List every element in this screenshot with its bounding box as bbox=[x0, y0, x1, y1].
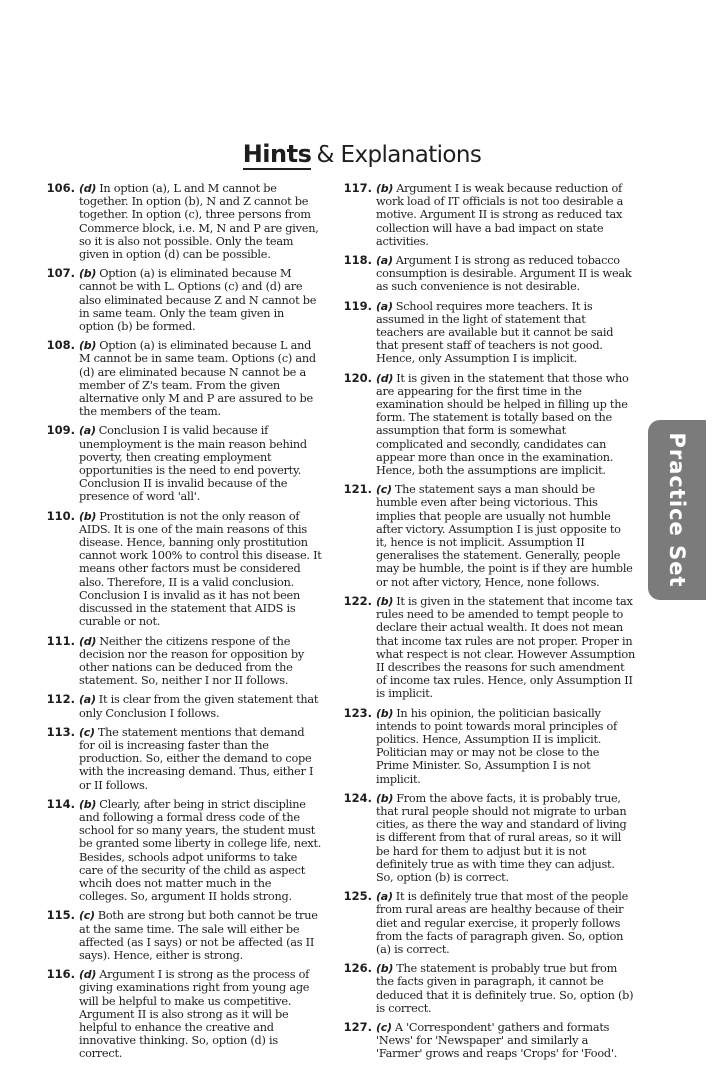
explanation-body bbox=[79, 798, 322, 904]
question-number: 126. bbox=[343, 961, 372, 976]
question-number: 115. bbox=[46, 908, 75, 923]
question-number: 110. bbox=[46, 508, 75, 523]
answer-option: (b) bbox=[376, 962, 394, 976]
explanation-body bbox=[376, 182, 635, 248]
answer-entry bbox=[340, 182, 635, 248]
explanation-body bbox=[79, 182, 322, 261]
question-number: 118. bbox=[343, 253, 372, 268]
explanation-text: Prostitution is not the only reason of AIDS. It is one of the main reasons of this disease. Hence, banning only prostitution cannot work 100% to control this disease. It means other factors must be considered also. Therefore, II is a valid conclusion. Conclusion I is invalid as it has not been discussed in the statement that AIDS is curable or not. bbox=[79, 509, 322, 629]
question-number: 120. bbox=[343, 370, 372, 385]
answer-entry bbox=[340, 254, 635, 294]
answer-option: (d) bbox=[376, 371, 394, 385]
explanation-text: It is definitely true that most of the people from rural areas are healthy because of their diet and regular exercise, it properly follows from the facts of paragraph given. So, option (a) is correct. bbox=[376, 890, 629, 956]
right-column bbox=[340, 182, 635, 1067]
answer-entry bbox=[43, 635, 322, 688]
answer-option: (c) bbox=[79, 725, 95, 739]
answer-option: (c) bbox=[376, 483, 392, 497]
explanation-body bbox=[376, 372, 635, 478]
answer-entry bbox=[340, 962, 635, 1015]
answer-option: (d) bbox=[79, 634, 97, 648]
explanation-body bbox=[376, 962, 635, 1015]
answer-entry bbox=[43, 510, 322, 629]
heading-hints: Hints bbox=[242, 140, 312, 168]
answer-option: (b) bbox=[376, 706, 394, 720]
question-number: 116. bbox=[46, 967, 75, 982]
explanation-text: The statement is probably true but from the facts given in paragraph, it cannot be deduced that it is definitely true. So, option (b) is correct. bbox=[376, 962, 634, 1015]
explanation-body bbox=[376, 595, 635, 701]
explanation-text: The statement says a man should be humble even after being victorious. This implies that people are usually not humble after victory. Assumption I is just opposite to it, hence is not implicit. Assumption II generalises the statement. Generally, people may be humble, the point is if they are humble or not after victory, Hence, none follows. bbox=[376, 483, 633, 589]
question-number: 112. bbox=[46, 692, 75, 707]
explanation-text: Argument I is strong as reduced tobacco consumption is desirable. Argument II is weak as such convenience is not desirable. bbox=[376, 254, 632, 294]
explanation-body bbox=[376, 300, 635, 366]
explanation-body bbox=[376, 254, 635, 294]
answer-option: (a) bbox=[376, 254, 393, 268]
question-number: 125. bbox=[343, 889, 372, 904]
explanation-body bbox=[376, 707, 635, 786]
answer-option: (c) bbox=[376, 1020, 392, 1034]
answer-entry bbox=[43, 726, 322, 792]
answer-option: (b) bbox=[376, 791, 394, 805]
explanation-body bbox=[79, 909, 322, 962]
explanation-text: It is clear from the given statement that only Conclusion I follows. bbox=[79, 693, 319, 720]
explanation-text: Clearly, after being in strict discipline and following a formal dress code of the school for so many years, the student must be granted some liberty in college life, next. Besides, schools adpot uniforms to take care of the security of the child as aspect whcih does not matter much in the colleges. So, argument II holds strong. bbox=[79, 797, 322, 904]
question-number: 109. bbox=[46, 423, 75, 438]
answer-entry bbox=[43, 267, 322, 333]
answer-option: (d) bbox=[79, 968, 97, 982]
question-number: 117. bbox=[343, 181, 372, 195]
question-number: 119. bbox=[343, 298, 372, 313]
heading-explanations: & Explanations bbox=[316, 142, 482, 168]
question-number: 127. bbox=[343, 1019, 372, 1034]
question-number: 108. bbox=[46, 338, 75, 353]
question-number: 121. bbox=[343, 482, 372, 497]
question-number: 111. bbox=[46, 633, 75, 648]
explanation-text: It is given in the statement that those who are appearing for the first time in the examination should be helped in filling up the form. The statement is totally based on the assumption that form is somewhat complicated and secondly, candidates can appear more than once in the examination. Hence, both the assumptions are implicit. bbox=[376, 371, 629, 478]
explanation-text: The statement mentions that demand for oil is increasing faster than the production. So, either the demand to cope with the increasing demand. Thus, either I or II follows. bbox=[79, 725, 314, 792]
explanation-text: From the above facts, it is probably true, that rural people should not migrate to urban cities, as there the way and standard of living is different from that of rural areas, so it will be hard for them to adjust but it is not definitely true as with time they can adjust. So, option (b) is correct. bbox=[376, 791, 627, 884]
explanation-text: Conclusion I is valid because if unemployment is the main reason behind poverty, then creating employment opportunities is the need to end poverty. Conclusion II is invalid because of the presence of word 'all'. bbox=[79, 424, 307, 504]
practice-set-tab bbox=[648, 420, 706, 600]
answer-option: (a) bbox=[79, 424, 96, 438]
question-number: 114. bbox=[46, 796, 75, 811]
explanation-body bbox=[79, 968, 322, 1060]
question-number: 113. bbox=[46, 724, 75, 739]
answer-option: (b) bbox=[376, 594, 394, 608]
explanation-body bbox=[79, 510, 322, 629]
answer-entry bbox=[340, 890, 635, 956]
question-number: 106. bbox=[46, 181, 75, 195]
explanation-body bbox=[79, 424, 322, 503]
answer-option: (a) bbox=[376, 890, 393, 904]
answer-entry bbox=[340, 300, 635, 366]
explanation-text: School requires more teachers. It is assumed in the light of statement that teachers are available but it cannot be said that present staff of teachers is not good. Hence, only Assumption I is implicit. bbox=[376, 299, 614, 366]
answer-option: (b) bbox=[79, 339, 97, 353]
question-number: 123. bbox=[343, 705, 372, 720]
answer-option: (b) bbox=[79, 267, 97, 281]
explanation-text: In option (a), L and M cannot be together. In option (b), N and Z cannot be together. In option (c), three persons from Commerce block, i.e. M, N and P are given, so it is also not possible. Only the team given in option (d) can be possible. bbox=[79, 182, 319, 262]
answer-entry bbox=[43, 798, 322, 904]
explanation-body bbox=[79, 339, 322, 418]
answer-entry bbox=[43, 339, 322, 418]
explanation-text: It is given in the statement that income tax rules need to be amended to tempt people to declare their actual wealth. It does not mean that income tax rules are not proper. Proper in what respect is not clear. However Assumption II describes the reasons for such amendment of income tax rules. Hence, only Assumption II is implicit. bbox=[376, 594, 635, 701]
explanation-body bbox=[79, 693, 322, 719]
answer-option: (a) bbox=[376, 299, 393, 313]
answer-entry bbox=[340, 372, 635, 478]
answer-entry bbox=[43, 424, 322, 503]
answer-entry bbox=[340, 595, 635, 701]
explanation-text: Argument I is weak because reduction of work load of IT officials is not too desirable a motive. Argument II is strong as reduced tax collection will have a bad impact on state activities. bbox=[376, 182, 624, 248]
answer-option: (d) bbox=[79, 182, 97, 195]
explanation-body bbox=[79, 726, 322, 792]
explanation-text: Argument I is strong as the process of giving examinations right from young age will be helpful to make us competitive. Argument II is also strong as it will be helpful to enhance the creative and innovative thinking. So, option (d) is correct. bbox=[79, 968, 310, 1061]
explanation-text: Option (a) is eliminated because L and M cannot be in same team. Options (c) and (d) are eliminated because N cannot be a member of Z's team. From the given alternative only M and P are assured to be the members of the team. bbox=[79, 339, 316, 419]
question-number: 124. bbox=[343, 790, 372, 805]
practice-set-label: Practice Set bbox=[665, 432, 689, 588]
explanation-text: A 'Correspondent' gathers and formats 'News' for 'Newspaper' and similarly a 'Farmer' grows and reaps 'Crops' for 'Food'. bbox=[376, 1020, 618, 1061]
answer-entry bbox=[43, 968, 322, 1060]
page-heading bbox=[0, 140, 724, 168]
answer-option: (b) bbox=[376, 182, 394, 195]
answer-entry bbox=[340, 483, 635, 589]
explanation-body bbox=[376, 890, 635, 956]
explanation-body bbox=[376, 1021, 635, 1061]
answer-entry bbox=[43, 693, 322, 719]
explanation-body bbox=[79, 635, 322, 688]
answer-entry bbox=[43, 909, 322, 962]
question-number: 122. bbox=[343, 593, 372, 608]
explanation-text: Neither the citizens respone of the decision nor the reason for opposition by other nations can be deduced from the statement. So, neither I nor II follows. bbox=[79, 634, 305, 688]
answer-option: (b) bbox=[79, 797, 97, 811]
answer-entry bbox=[340, 792, 635, 884]
explanation-text: In his opinion, the politician basically intends to point towards moral principles of politics. Hence, Assumption II is implicit. Politician may or may not be close to the Prime Minister. So, Assumption I is not implicit. bbox=[376, 706, 617, 786]
explanation-text: Option (a) is eliminated because M cannot be with L. Options (c) and (d) are also eliminated because Z and N cannot be in same team. Only the team given in option (b) be formed. bbox=[79, 267, 317, 334]
explanation-body bbox=[376, 483, 635, 589]
answer-entry bbox=[43, 182, 322, 261]
answer-entry bbox=[340, 1021, 635, 1061]
left-column bbox=[43, 182, 322, 1067]
explanation-text: Both are strong but both cannot be true at the same time. The sale will either be affected (as I says) or not be affected (as II says). Hence, either is strong. bbox=[79, 909, 318, 962]
question-number: 107. bbox=[46, 266, 75, 281]
answer-entry bbox=[340, 707, 635, 786]
answer-option: (b) bbox=[79, 509, 97, 523]
explanation-body bbox=[79, 267, 322, 333]
answer-option: (c) bbox=[79, 909, 95, 923]
answer-option: (a) bbox=[79, 693, 96, 707]
explanation-body bbox=[376, 792, 635, 884]
